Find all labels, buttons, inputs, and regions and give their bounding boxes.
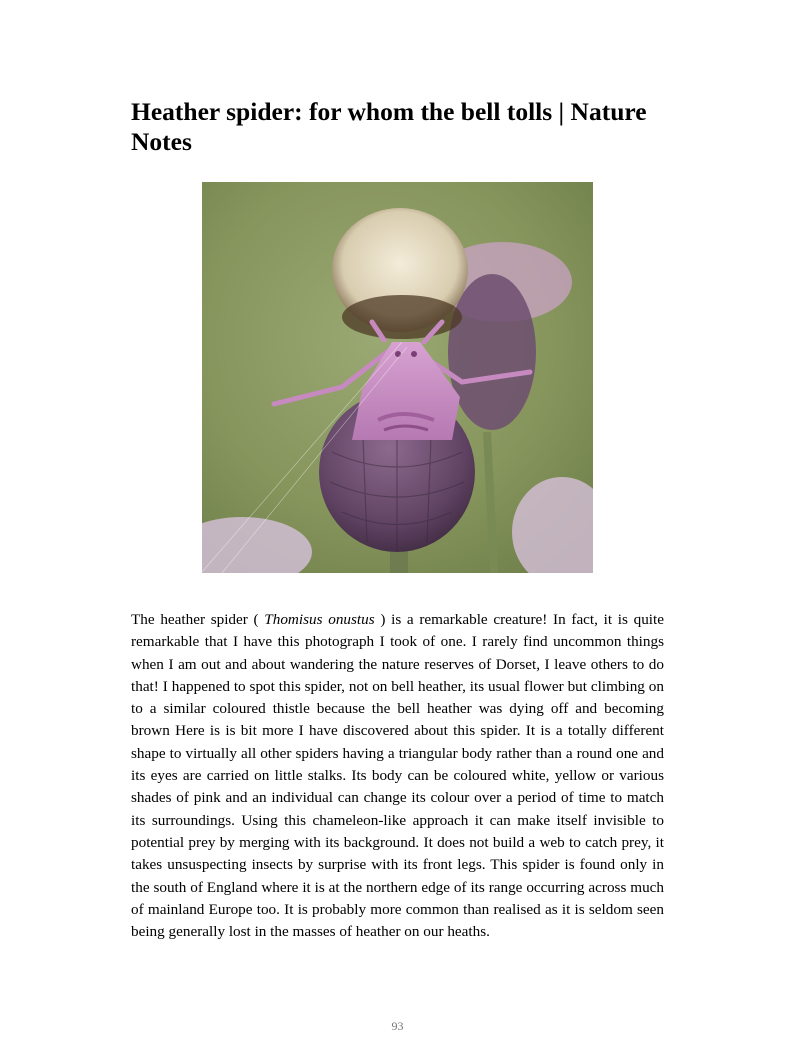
body-main: ) is a remarkable creature! In fact, it is quite remarkable that I have this photograph I took of one. I rarely find uncommon things when I am out and about wandering the nature reserves of Dorset, I leave others to do that! I happened to spot this spider, not on bell heather, its usual flower but climbing on to a similar coloured thistle because the bell heather was dying off and becoming brown Here is is bit more I have discovered about this spider. It is a totally different shape to virtually all other spiders having a triangular body rather than a round one and its eyes are carried on little stalks. Its body can be coloured white, yellow or various shades of pink and an individual can change its colour over a period of time to match its surroundings. Using this chameleon-like approach it can make itself invisible to potential prey by merging with its background. It does not build a web to catch prey, it takes unsuspecting insects by surprise with its front legs. This spider is found only in the south of England where it is at the northern edge of its range occurring across much of mainland Europe too. It is probably more common than realised as it is seldom seen being generally lost in the masses of heather on our heaths. [131, 611, 664, 941]
page-number: 93 [391, 1019, 404, 1033]
article-body [131, 609, 664, 943]
spider-photo-illustration [202, 182, 593, 573]
page-title: Heather spider: for whom the bell tolls | Nature Notes [131, 97, 647, 156]
body-intro: The heather spider ( [131, 611, 265, 628]
spider-photo [202, 182, 593, 573]
species-name: Thomisus onustus [264, 611, 375, 628]
